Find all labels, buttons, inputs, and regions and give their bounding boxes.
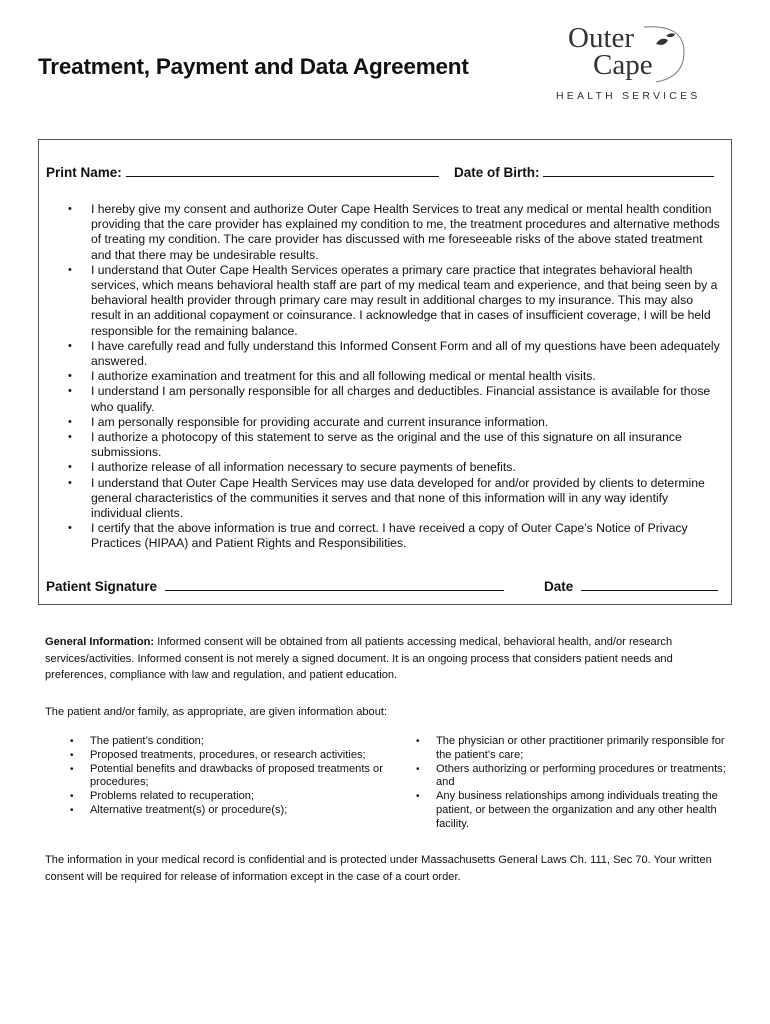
print-name-field[interactable] [126, 165, 439, 177]
date-label: Date [544, 579, 574, 594]
info-list-left [67, 735, 397, 818]
list-item: • I authorize examination and treatment for this and all following medical or mental health visits. [39, 369, 721, 384]
general-info-text: Informed consent will be obtained from all patients accessing medical, behavioral health, and/or research services/activities. Informed consent is not merely a signed document. It is an ongoing process that considers patient needs and preferences, compliance with law and regulation, and patient education. [45, 636, 673, 681]
list-item: • I understand I am personally responsible for all charges and deductibles. Financial assistance is available for those who qualify. [39, 384, 721, 414]
logo-word-cape: Cape [593, 49, 653, 81]
list-item: • The physician or other practitioner primarily responsible for the patient’s care; [413, 735, 743, 763]
page-title: Treatment, Payment and Data Agreement [38, 54, 469, 79]
list-item: • Others authorizing or performing procedures or treatments; and [413, 763, 743, 791]
signature-label: Patient Signature [46, 579, 158, 594]
list-item: • Potential benefits and drawbacks of proposed treatments or procedures; [67, 763, 397, 791]
list-item: • Alternative treatment(s) or procedure(s); [67, 804, 397, 818]
list-item: • I am personally responsible for providing accurate and current insurance information. [39, 415, 721, 430]
date-field[interactable] [581, 579, 718, 591]
list-item: • Any business relationships among individuals treating the patient, or between the organization and any other health facility. [413, 790, 743, 831]
list-item: • I have carefully read and fully understand this Informed Consent Form and all of my questions have been adequately answered. [39, 339, 721, 369]
date-row [544, 579, 718, 594]
general-information [45, 634, 725, 684]
consent-form-box [38, 139, 732, 605]
list-item: • I hereby give my consent and authorize Outer Cape Health Services to treat any medical or mental health condition providing that the care provider has explained my condition to me, the treatment procedures and alternative methods of treating my condition. The care provider has discussed with me foreseeable risks of the above stated treatment and that there may be undesirable results. [39, 202, 721, 263]
logo-word-outer: Outer [568, 22, 635, 54]
general-info-heading: General Information: [45, 636, 155, 648]
logo-subline: HEALTH SERVICES [556, 90, 701, 102]
list-item: • I understand that Outer Cape Health Services may use data developed for and/or provided by clients to determine general characteristics of the communities it serves and that none of this information will in any way identify individual clients. [39, 476, 721, 522]
info-about-intro: The patient and/or family, as appropriate, are given information about: [45, 706, 388, 718]
signature-row [46, 579, 504, 594]
list-item: • I certify that the above information is true and correct. I have received a copy of Outer Cape’s Notice of Privacy Practices (HIPAA) and Patient Rights and Responsibilities. [39, 521, 721, 551]
confidentiality-notice: The information in your medical record is confidential and is protected under Massachusetts General Laws Ch. 111, Sec 70. Your written consent will be required for release of information except in the case of a court order. [45, 854, 712, 883]
dob-row [454, 165, 714, 180]
list-item: • The patient’s condition; [67, 735, 397, 749]
list-item: • I authorize release of all information necessary to secure payments of benefits. [39, 460, 721, 475]
dob-field[interactable] [543, 165, 714, 177]
print-name-label: Print Name: [46, 165, 122, 180]
organization-logo [556, 22, 706, 102]
list-item: • Proposed treatments, procedures, or research activities; [67, 749, 397, 763]
consent-statements [39, 202, 721, 552]
signature-field[interactable] [165, 579, 504, 591]
list-item: • Problems related to recuperation; [67, 790, 397, 804]
dob-label: Date of Birth: [454, 165, 540, 180]
list-item: • I understand that Outer Cape Health Services operates a primary care practice that integrates behavioral health services, which means behavioral health staff are part of my medical team and experience, and that being seen by a behavioral health provider through primary care may result in additional charges to my insurance. This may also result in an additional copayment or coinsurance. I acknowledge that in cases of insufficient coverage, I will be held responsible for the remaining balance. [39, 263, 721, 339]
list-item: • I authorize a photocopy of this statement to serve as the original and the use of this signature on all insurance submissions. [39, 430, 721, 460]
info-list-right [413, 735, 743, 832]
print-name-row [46, 165, 439, 180]
